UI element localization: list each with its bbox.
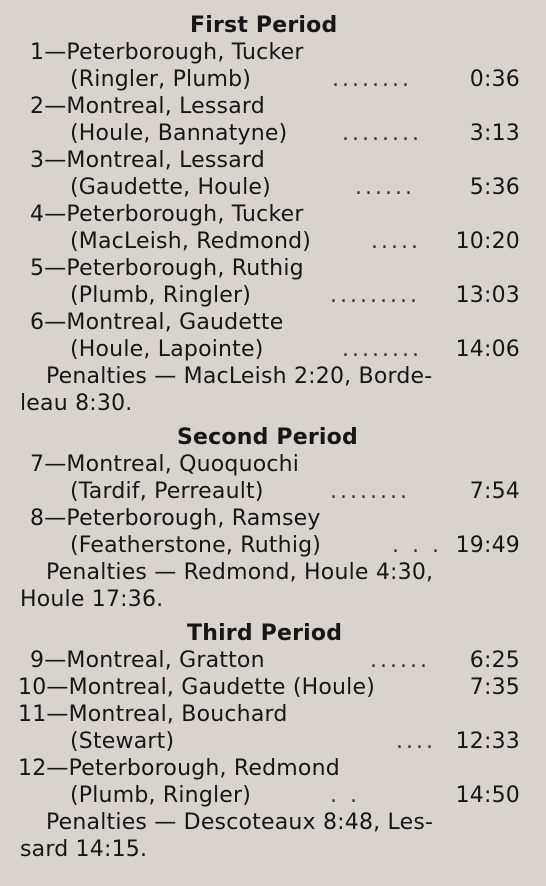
penalties-line-third-2 bbox=[0, 836, 546, 863]
goal-line-6-assists bbox=[0, 336, 546, 363]
goal-line-12-scorer bbox=[0, 755, 546, 782]
penalties-text: leau 8:30. bbox=[20, 391, 133, 416]
goal-leaders: ..... bbox=[371, 229, 421, 254]
penalties-line-third-1 bbox=[0, 809, 546, 836]
period-heading-first bbox=[0, 12, 546, 39]
goal-scorer: 9—Montreal, Gratton bbox=[30, 648, 265, 673]
goal-scorer: 6—Montreal, Gaudette bbox=[30, 310, 284, 335]
goal-scorer: 4—Peterborough, Tucker bbox=[30, 202, 304, 227]
goal-time: 5:36 bbox=[469, 175, 520, 200]
goal-assists: (Stewart) bbox=[70, 729, 175, 754]
goal-line-1-assists bbox=[0, 66, 546, 93]
penalties-line-first-2 bbox=[0, 390, 546, 417]
goal-time: 7:35 bbox=[469, 675, 520, 700]
goal-time: 14:06 bbox=[455, 337, 520, 362]
penalties-line-first-1 bbox=[0, 363, 546, 390]
goal-assists: (Plumb, Ringler) bbox=[70, 783, 252, 808]
goal-time: 0:36 bbox=[469, 67, 520, 92]
goal-line-10 bbox=[0, 674, 546, 701]
period-heading-second bbox=[0, 424, 546, 451]
goal-time: 10:20 bbox=[455, 229, 520, 254]
goal-time: 3:13 bbox=[469, 121, 520, 146]
penalties-text: Penalties — Descoteaux 8:48, Les- bbox=[46, 810, 434, 835]
goal-line-1-scorer bbox=[0, 39, 546, 66]
goal-scorer: 5—Peterborough, Ruthig bbox=[30, 256, 304, 281]
goal-scorer: 8—Peterborough, Ramsey bbox=[30, 506, 321, 531]
goal-leaders: ........ bbox=[332, 67, 412, 92]
goal-line-9 bbox=[0, 647, 546, 674]
goal-leaders: ...... bbox=[355, 175, 415, 200]
goal-line-12-assists bbox=[0, 782, 546, 809]
goal-scorer: 11—Montreal, Bouchard bbox=[18, 702, 288, 727]
goal-assists: (Featherstone, Ruthig) bbox=[70, 533, 322, 558]
penalties-line-second-1 bbox=[0, 559, 546, 586]
goal-assists: (Ringler, Plumb) bbox=[70, 67, 252, 92]
goal-line-8-assists bbox=[0, 532, 546, 559]
goal-scorer: 2—Montreal, Lessard bbox=[30, 94, 265, 119]
period-heading-third bbox=[0, 620, 546, 647]
goal-scorer: 7—Montreal, Quoquochi bbox=[30, 452, 300, 477]
goal-time: 14:50 bbox=[455, 783, 520, 808]
goal-scorer: 12—Peterborough, Redmond bbox=[18, 756, 340, 781]
goal-leaders: . . . bbox=[392, 533, 442, 558]
goal-leaders: ...... bbox=[370, 648, 430, 673]
penalties-line-second-2 bbox=[0, 586, 546, 613]
goal-line-4-assists bbox=[0, 228, 546, 255]
goal-line-7-scorer bbox=[0, 451, 546, 478]
period-title: First Period bbox=[190, 13, 338, 38]
goal-time: 7:54 bbox=[469, 479, 520, 504]
goal-leaders: ........ bbox=[330, 479, 410, 504]
goal-leaders: .... bbox=[396, 729, 436, 754]
goal-assists: (Plumb, Ringler) bbox=[70, 283, 252, 308]
goal-assists: (Houle, Bannatyne) bbox=[70, 121, 288, 146]
goal-line-8-scorer bbox=[0, 505, 546, 532]
goal-assists: (MacLeish, Redmond) bbox=[70, 229, 312, 254]
goal-leaders: . . bbox=[330, 783, 360, 808]
penalties-text: sard 14:15. bbox=[20, 837, 148, 862]
period-title: Second Period bbox=[177, 425, 358, 450]
goal-line-6-scorer bbox=[0, 309, 546, 336]
goal-time: 13:03 bbox=[455, 283, 520, 308]
penalties-text: Penalties — MacLeish 2:20, Borde- bbox=[46, 364, 433, 389]
goal-leaders: ........ bbox=[342, 337, 422, 362]
penalties-text: Penalties — Redmond, Houle 4:30, bbox=[46, 560, 434, 585]
goal-assists: (Gaudette, Houle) bbox=[70, 175, 271, 200]
goal-line-5-assists bbox=[0, 282, 546, 309]
goal-line-2-assists bbox=[0, 120, 546, 147]
goal-line-3-assists bbox=[0, 174, 546, 201]
goal-assists: (Tardif, Perreault) bbox=[70, 479, 264, 504]
goal-line-4-scorer bbox=[0, 201, 546, 228]
goal-leaders: ......... bbox=[330, 283, 420, 308]
goal-time: 19:49 bbox=[455, 533, 520, 558]
goal-line-3-scorer bbox=[0, 147, 546, 174]
goal-scorer: 1—Peterborough, Tucker bbox=[30, 40, 304, 65]
goal-scorer: 10—Montreal, Gaudette (Houle) bbox=[18, 675, 375, 700]
goal-line-11-assists bbox=[0, 728, 546, 755]
goal-time: 12:33 bbox=[455, 729, 520, 754]
goal-time: 6:25 bbox=[469, 648, 520, 673]
goal-line-5-scorer bbox=[0, 255, 546, 282]
goal-line-2-scorer bbox=[0, 93, 546, 120]
goal-scorer: 3—Montreal, Lessard bbox=[30, 148, 265, 173]
goal-line-7-assists bbox=[0, 478, 546, 505]
goal-assists: (Houle, Lapointe) bbox=[70, 337, 264, 362]
goal-line-11-scorer bbox=[0, 701, 546, 728]
goal-leaders: ........ bbox=[342, 121, 422, 146]
penalties-text: Houle 17:36. bbox=[20, 587, 164, 612]
period-title: Third Period bbox=[187, 621, 343, 646]
